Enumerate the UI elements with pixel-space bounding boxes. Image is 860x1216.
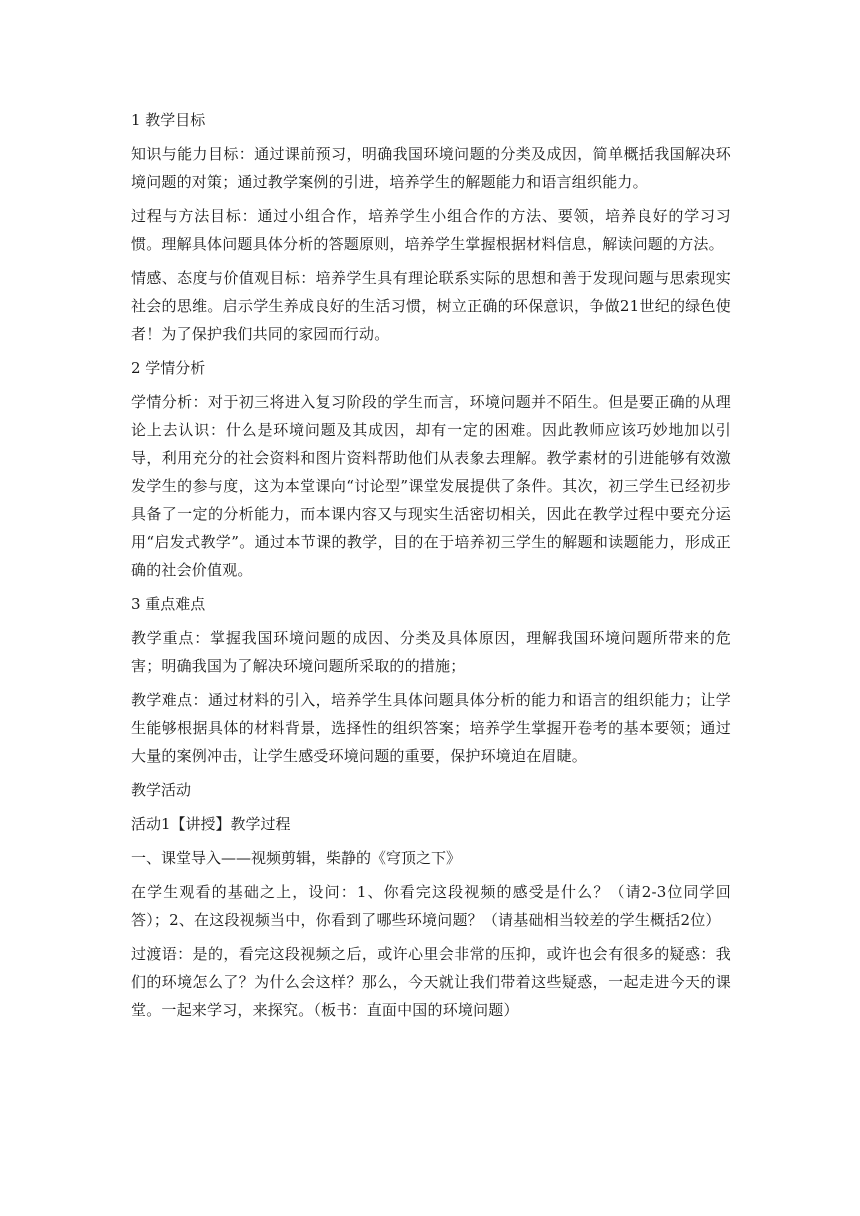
activity-1-heading: 活动1【讲授】教学过程 <box>131 815 291 833</box>
document-body <box>131 106 731 1030</box>
lesson-intro-heading: 一、课堂导入——视频剪辑，柴静的《穹顶之下》 <box>131 849 462 867</box>
paragraph-teaching-focus: 教学重点：掌握我国环境问题的成因、分类及具体原因，理解我国环境问题所带来的危害；明确我国为了解决环境问题所采取的的措施； <box>131 629 731 675</box>
paragraph-questions: 在学生观看的基础之上，设问：1、你看完这段视频的感受是什么？（请2-3位同学回答）；2、在这段视频当中，你看到了哪些环境问题？（请基础相当较差的学生概括2位） <box>131 883 731 929</box>
paragraph-transition: 过渡语：是的，看完这段视频之后，或许心里会非常的压抑，或许也会有很多的疑惑：我们的环境怎么了？为什么会这样？那么，今天就让我们带着这些疑惑，一起走进今天的课堂。一起来学习，来探究。（板书：直面中国的环境问题） <box>131 945 731 1019</box>
section-heading-key-points: 3 重点难点 <box>131 595 206 613</box>
paragraph-teaching-difficulty: 教学难点：通过材料的引入，培养学生具体问题具体分析的能力和语言的组织能力；让学生能够根据具体的材料背景，选择性的组织答案；培养学生掌握开卷考的基本要领；通过大量的案例冲击，让学生感受环境问题的重要，保护环境迫在眉睫。 <box>131 691 731 765</box>
paragraph-emotion-goal: 情感、态度与价值观目标：培养学生具有理论联系实际的思想和善于发现问题与思索现实社会的思维。启示学生养成良好的生活习惯，树立正确的环保意识，争做21世纪的绿色使者！为了保护我们共同的家园而行动。 <box>131 269 731 343</box>
paragraph-student-analysis: 学情分析：对于初三将进入复习阶段的学生而言，环境问题并不陌生。但是要正确的从理论上去认识：什么是环境问题及其成因，却有一定的困难。因此教师应该巧妙地加以引导，利用充分的社会资料和图片资料帮助他们从表象去理解。教学素材的引进能够有效激发学生的参与度，这为本堂课向“讨论型”课堂发展提供了条件。其次，初三学生已经初步具备了一定的分析能力，而本课内容又与现实生活密切相关，因此在教学过程中要充分运用“启发式教学”。通过本节课的教学，目的在于培养初三学生的解题和读题能力，形成正确的社会价值观。 <box>131 393 731 579</box>
paragraph-knowledge-goal: 知识与能力目标：通过课前预习，明确我国环境问题的分类及成因，简单概括我国解决环境问题的对策；通过教学案例的引进，培养学生的解题能力和语言组织能力。 <box>131 145 731 191</box>
paragraph-process-goal: 过程与方法目标：通过小组合作，培养学生小组合作的方法、要领，培养良好的学习习惯。理解具体问题具体分析的答题原则，培养学生掌握根据材料信息，解读问题的方法。 <box>131 207 731 253</box>
section-heading-teaching-goals: 1 教学目标 <box>131 111 206 129</box>
section-heading-activities: 教学活动 <box>131 781 192 799</box>
section-heading-student-analysis: 2 学情分析 <box>131 359 206 377</box>
